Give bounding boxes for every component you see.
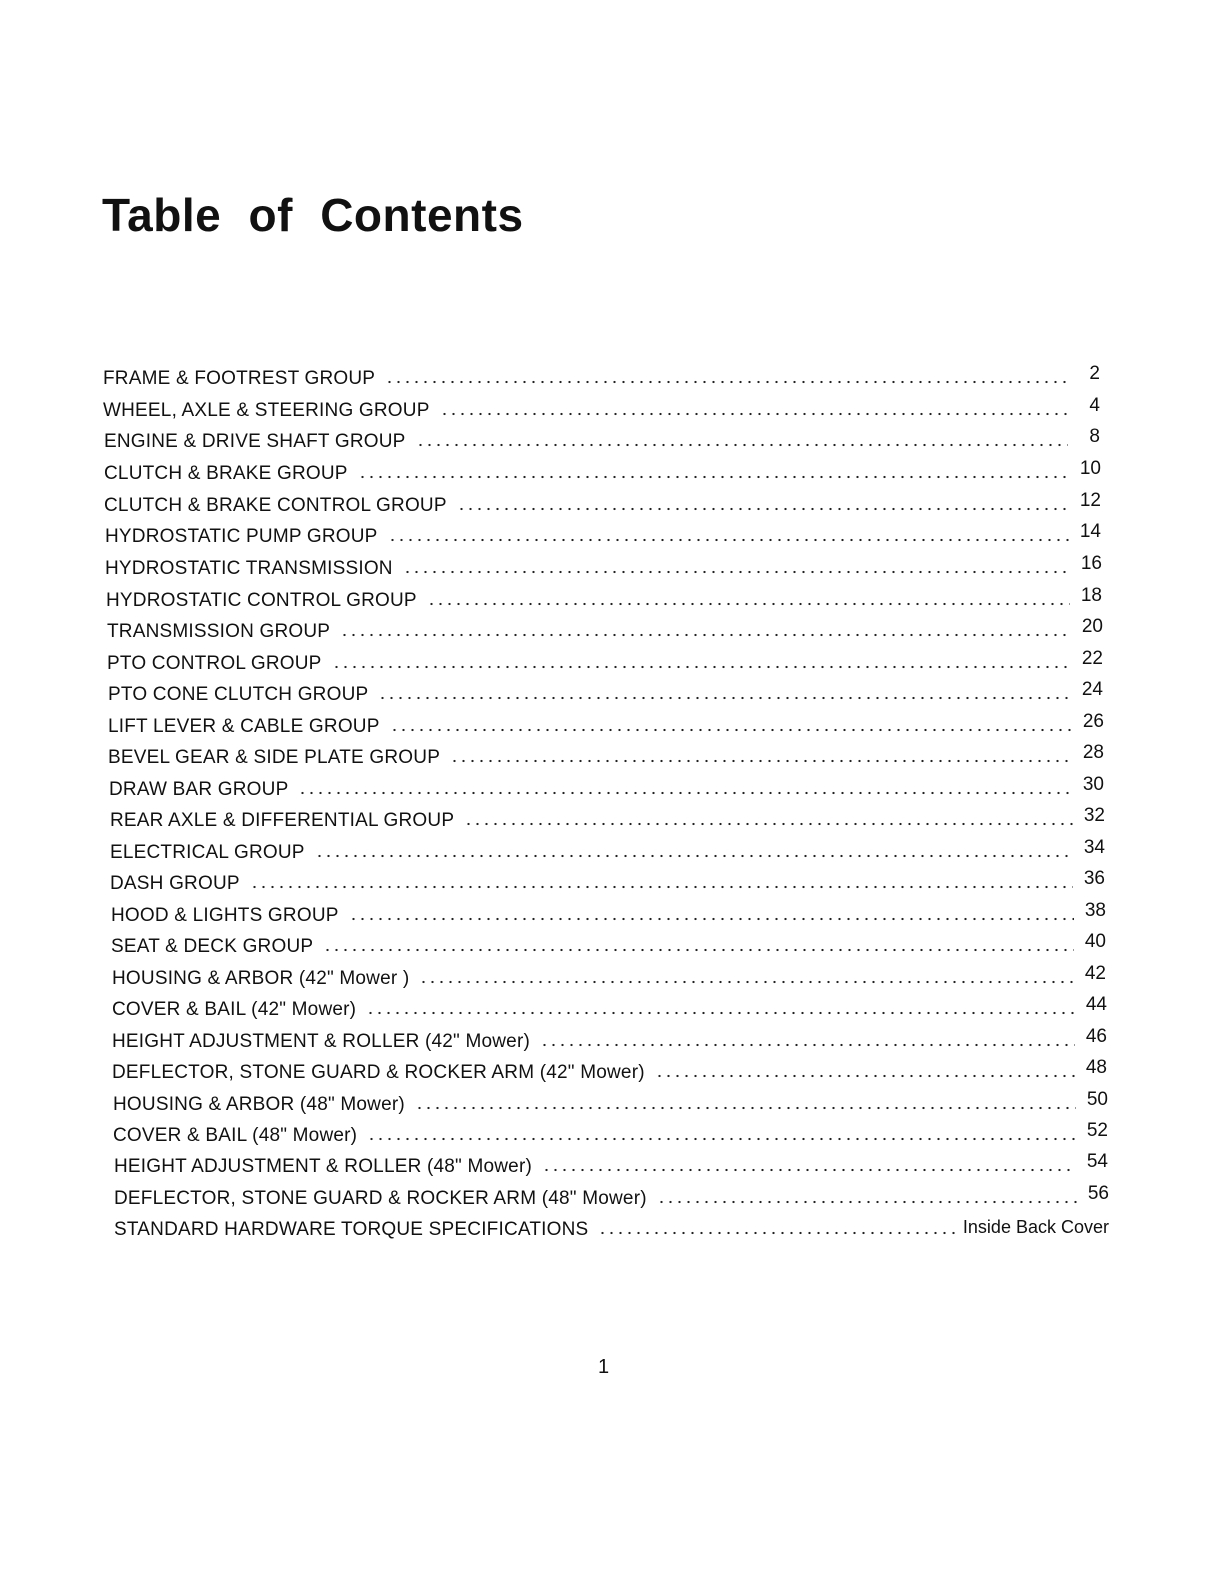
- toc-entry-page: 26: [1082, 711, 1104, 732]
- toc-dot-leader: [358, 474, 1069, 480]
- toc-entry-page: 2: [1089, 363, 1100, 384]
- toc-entry-label: REAR AXLE & DIFFERENTIAL GROUP: [110, 810, 455, 831]
- toc-dot-leader: [349, 916, 1074, 922]
- toc-entry: [113, 1088, 1108, 1116]
- toc-entry-label: SEAT & DECK GROUP: [111, 936, 314, 957]
- toc-entry: [114, 1213, 1109, 1241]
- toc-entry-page: 12: [1079, 490, 1101, 511]
- toc-entry-label: FRAME & FOOTREST GROUP: [103, 368, 376, 389]
- toc-entry-page: 28: [1082, 742, 1104, 763]
- toc-entry-label: HOUSING & ARBOR (48" Mower): [113, 1094, 405, 1115]
- toc-entry-page: 40: [1084, 931, 1106, 952]
- toc-entry-page: 20: [1081, 616, 1103, 637]
- toc-entry: [114, 1150, 1108, 1178]
- toc-entry: [112, 962, 1106, 990]
- toc-entry-page: 56: [1087, 1183, 1109, 1204]
- toc-entry: [111, 899, 1106, 927]
- toc-dot-leader: [323, 947, 1074, 953]
- toc-dot-leader: [378, 695, 1071, 701]
- toc-entry: [110, 867, 1105, 895]
- toc-entry-label: HYDROSTATIC PUMP GROUP: [105, 526, 378, 547]
- toc-entry-label: CLUTCH & BRAKE GROUP: [104, 463, 348, 484]
- toc-entry: [114, 1182, 1109, 1210]
- toc-entry-page: 54: [1086, 1151, 1108, 1172]
- toc-entry-label: PTO CONTROL GROUP: [107, 653, 322, 674]
- toc-entry: [107, 647, 1103, 675]
- toc-entry-label: HOOD & LIGHTS GROUP: [111, 905, 339, 926]
- toc-entry: [106, 584, 1102, 612]
- toc-entry: [108, 741, 1104, 769]
- toc-dot-leader: [464, 821, 1073, 827]
- toc-entry-page: 10: [1079, 458, 1101, 479]
- toc-dot-leader: [403, 569, 1070, 575]
- toc-dot-leader: [419, 979, 1074, 985]
- toc-entry-page: 30: [1082, 774, 1104, 795]
- toc-entry-page: 14: [1079, 521, 1101, 542]
- toc-entry-page: 36: [1083, 868, 1105, 889]
- toc-dot-leader: [315, 853, 1073, 859]
- toc-entry: [110, 836, 1105, 864]
- toc-entry-label: DEFLECTOR, STONE GUARD & ROCKER ARM (48" Mower): [114, 1188, 647, 1209]
- toc-dot-leader: [298, 790, 1072, 796]
- page-title: Table of Contents: [102, 189, 524, 241]
- toc-entry: [108, 710, 1104, 738]
- toc-entry-page: 46: [1085, 1026, 1107, 1047]
- toc-dot-leader: [598, 1230, 957, 1236]
- toc-entry: [103, 362, 1100, 390]
- toc-entry-page: 24: [1081, 679, 1103, 700]
- page-number: 1: [598, 1356, 610, 1378]
- toc-dot-leader: [457, 506, 1069, 512]
- toc-entry-label: DASH GROUP: [110, 873, 240, 894]
- toc-entry: [111, 930, 1106, 958]
- toc-dot-leader: [415, 1105, 1076, 1111]
- toc-entry-page: Inside Back Cover: [962, 1217, 1109, 1237]
- toc-dot-leader: [390, 727, 1072, 733]
- toc-entry: [104, 457, 1101, 485]
- toc-entry-page: 48: [1085, 1057, 1107, 1078]
- toc-entry-page: 16: [1080, 553, 1102, 574]
- toc-entry-page: 8: [1089, 426, 1100, 447]
- toc-dot-leader: [655, 1073, 1075, 1079]
- toc-entry-page: 38: [1084, 900, 1106, 921]
- toc-entry-label: BEVEL GEAR & SIDE PLATE GROUP: [108, 747, 441, 768]
- toc-entry-page: 42: [1084, 963, 1106, 984]
- toc-entry: [103, 394, 1100, 422]
- toc-entry-page: 44: [1085, 994, 1107, 1015]
- toc-entry-label: ELECTRICAL GROUP: [110, 842, 305, 863]
- toc-entry: [107, 615, 1103, 643]
- toc-entry-page: 34: [1083, 837, 1105, 858]
- toc-entry-label: HEIGHT ADJUSTMENT & ROLLER (42" Mower): [112, 1031, 531, 1052]
- toc-entry-label: HEIGHT ADJUSTMENT & ROLLER (48" Mower): [114, 1156, 533, 1177]
- toc-entry-page: 32: [1083, 805, 1105, 826]
- toc-entry: [104, 489, 1101, 517]
- toc-entry: [105, 552, 1102, 580]
- toc-entry: [104, 425, 1100, 453]
- toc-entry-page: 18: [1080, 585, 1102, 606]
- toc-dot-leader: [440, 411, 1068, 417]
- toc-entry-label: HYDROSTATIC TRANSMISSION: [105, 558, 393, 579]
- toc-dot-leader: [250, 884, 1073, 890]
- toc-entry-page: 50: [1086, 1089, 1108, 1110]
- toc-dot-leader: [416, 442, 1068, 448]
- toc-entry-label: HOUSING & ARBOR (42" Mower ): [112, 968, 410, 989]
- toc-entry: [110, 804, 1105, 832]
- toc-entry: [108, 678, 1103, 706]
- toc-entry-page: 22: [1081, 648, 1103, 669]
- toc-dot-leader: [340, 632, 1071, 638]
- toc-dot-leader: [366, 1010, 1075, 1016]
- toc-entry: [112, 1025, 1107, 1053]
- toc-entry-label: WHEEL, AXLE & STEERING GROUP: [103, 400, 430, 421]
- toc-entry-label: COVER & BAIL (48" Mower): [113, 1125, 358, 1146]
- toc-entry: [112, 1056, 1107, 1084]
- toc-entry: [105, 520, 1101, 548]
- toc-entry: [109, 773, 1104, 801]
- toc-dot-leader: [540, 1042, 1075, 1048]
- toc-dot-leader: [657, 1199, 1077, 1205]
- toc-entry-label: ENGINE & DRIVE SHAFT GROUP: [104, 431, 406, 452]
- toc-entry-label: STANDARD HARDWARE TORQUE SPECIFICATIONS: [114, 1219, 589, 1240]
- toc-entry: [113, 1119, 1108, 1147]
- toc-entry-label: LIFT LEVER & CABLE GROUP: [108, 716, 380, 737]
- toc-dot-leader: [450, 758, 1072, 764]
- toc-entry-page: 52: [1086, 1120, 1108, 1141]
- toc-dot-leader: [542, 1167, 1076, 1173]
- toc-entry-page: 4: [1089, 395, 1100, 416]
- toc-entry-label: COVER & BAIL (42" Mower): [112, 999, 357, 1020]
- toc-entry: [112, 993, 1107, 1021]
- toc-entry-label: DRAW BAR GROUP: [109, 779, 289, 800]
- toc-dot-leader: [332, 664, 1071, 670]
- toc-dot-leader: [385, 379, 1068, 385]
- toc-entry-label: DEFLECTOR, STONE GUARD & ROCKER ARM (42" Mower): [112, 1062, 645, 1083]
- toc-dot-leader: [427, 601, 1070, 607]
- toc-dot-leader: [367, 1136, 1076, 1142]
- toc-entry-label: TRANSMISSION GROUP: [107, 621, 331, 642]
- toc-dot-leader: [388, 537, 1069, 543]
- toc-entry-label: HYDROSTATIC CONTROL GROUP: [106, 590, 417, 611]
- toc-entry-label: CLUTCH & BRAKE CONTROL GROUP: [104, 495, 447, 516]
- toc-entry-label: PTO CONE CLUTCH GROUP: [108, 684, 369, 705]
